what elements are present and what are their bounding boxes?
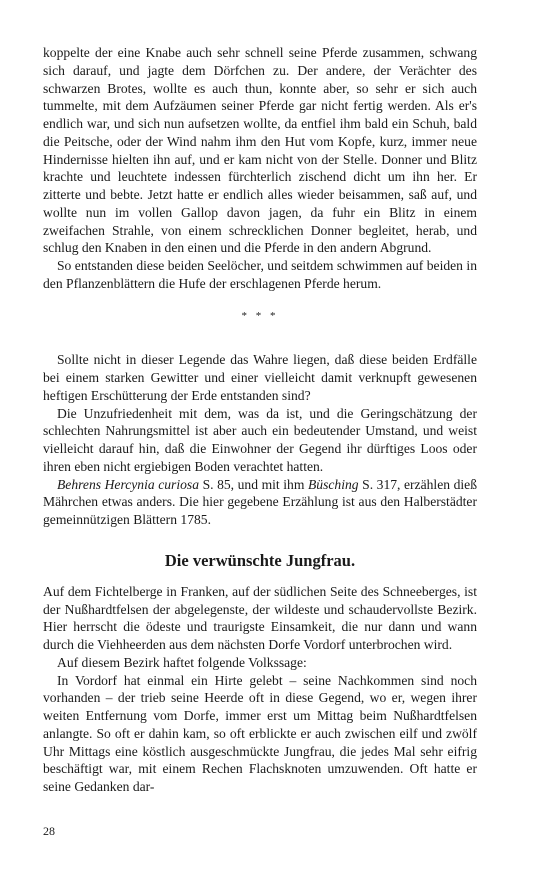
- citation-paragraph: [43, 476, 477, 529]
- paragraph: koppelte der eine Knabe auch sehr schnell seine Pferde zusammen, schwang sich darauf, und jagte dem Dörfchen zu. Der andere, der Verächter des schwarzen Brotes, wollte es auch thun, konnte aber, so sehr er sich auch tummelte, mit dem Aufzäumen seiner Pferde gar nicht fertig werden. Als er's endlich war, und sich nun aufsetzen wollte, da entfiel ihm bald ein Schuh, bald die Peitsche, oder der Wind nahm ihm den Hut vom Kopfe, kurz, immer neue Hindernisse hielten ihn auf, und er kam nicht von der Stelle. Donner und Blitz krachte und leuchtete indessen fürchterlich zischend dicht um ihn her. Er zitterte und bebte. Jetzt hatte er endlich alles wieder beisammen, saß auf, und wollte nun im vollen Gallop davon jagen, da fuhr ein Blitz in einem zweifachen Strahle, von einem schrecklichen Donner begleitet, herab, und schlug den Knaben in den einen und die Pferde in den andern Abgrund.: [43, 45, 477, 256]
- citation-source: Behrens Hercynia curiosa: [57, 476, 200, 492]
- citation-text: S. 85, und mit ihm: [199, 476, 308, 492]
- paragraph: Die Unzufriedenheit mit dem, was da ist, und die Geringschätzung der schlechten Nahrungsmittel ist aber auch ein bedeutender Umstand, und weist vielleicht darauf hin, daß die Einwohner der Gegend ihr dürftiges Loos oder ihren eben nicht ergiebigen Boden verachtet hatten.: [43, 405, 477, 474]
- section-separator: * * *: [241, 309, 279, 322]
- citation-text: S. 317, erzählen dieß Mährchen etwas anders. Die hier gegebene Erzählung ist aus den Halberstädter gemeinnützigen Blättern 1785.: [43, 476, 477, 527]
- paragraph: Auf dem Fichtelberge in Franken, auf der südlichen Seite des Schneeberges, ist der Nußhardtfelsen der abgelegenste, der wildeste und schaudervollste Bezirk. Hier herrscht die ödeste und traurigste Einsamkeit, die nur dann und wann durch die Viehheerden aus dem nächsten Dorfe Vordorf unterbrochen wird.: [43, 583, 477, 652]
- paragraph: In Vordorf hat einmal ein Hirte gelebt – seine Nachkommen sind noch vorhanden – der trieb seine Heerde oft in diese Gegend, wo er, wegen ihrer weiten Entfernung vom Dorfe, immer erst um Mittag beim Nußhardtfelsen anlangte. So oft er dahin kam, so oft erblickte er auch zwischen eilf und zwölf Uhr Mittags eine köstlich ausgeschmückte Jungfrau, die jedes Mal sehr eifrig beschäftigt war, mit einem Rechen Flachsknoten umzuwenden. Oft hatte er seine Gedanken dar-: [43, 672, 477, 794]
- page-number: 28: [43, 824, 55, 838]
- citation-source: Büsching: [307, 476, 359, 492]
- paragraph: Sollte nicht in dieser Legende das Wahre liegen, daß diese beiden Erdfälle bei einem starken Gewitter und einer vielleicht damit verknupft gewesenen heftigen Erschütterung der Erde entstanden sind?: [43, 352, 477, 403]
- page-text-block: [43, 44, 477, 796]
- paragraph: Auf diesem Bezirk haftet folgende Volkssage:: [57, 654, 307, 670]
- chapter-heading: Die verwünschte Jungfrau.: [164, 550, 356, 570]
- paragraph: So entstanden diese beiden Seelöcher, und seitdem schwimmen auf beiden in den Pflanzenblättern die Hufe der erschlagenen Pferde herum.: [43, 258, 477, 291]
